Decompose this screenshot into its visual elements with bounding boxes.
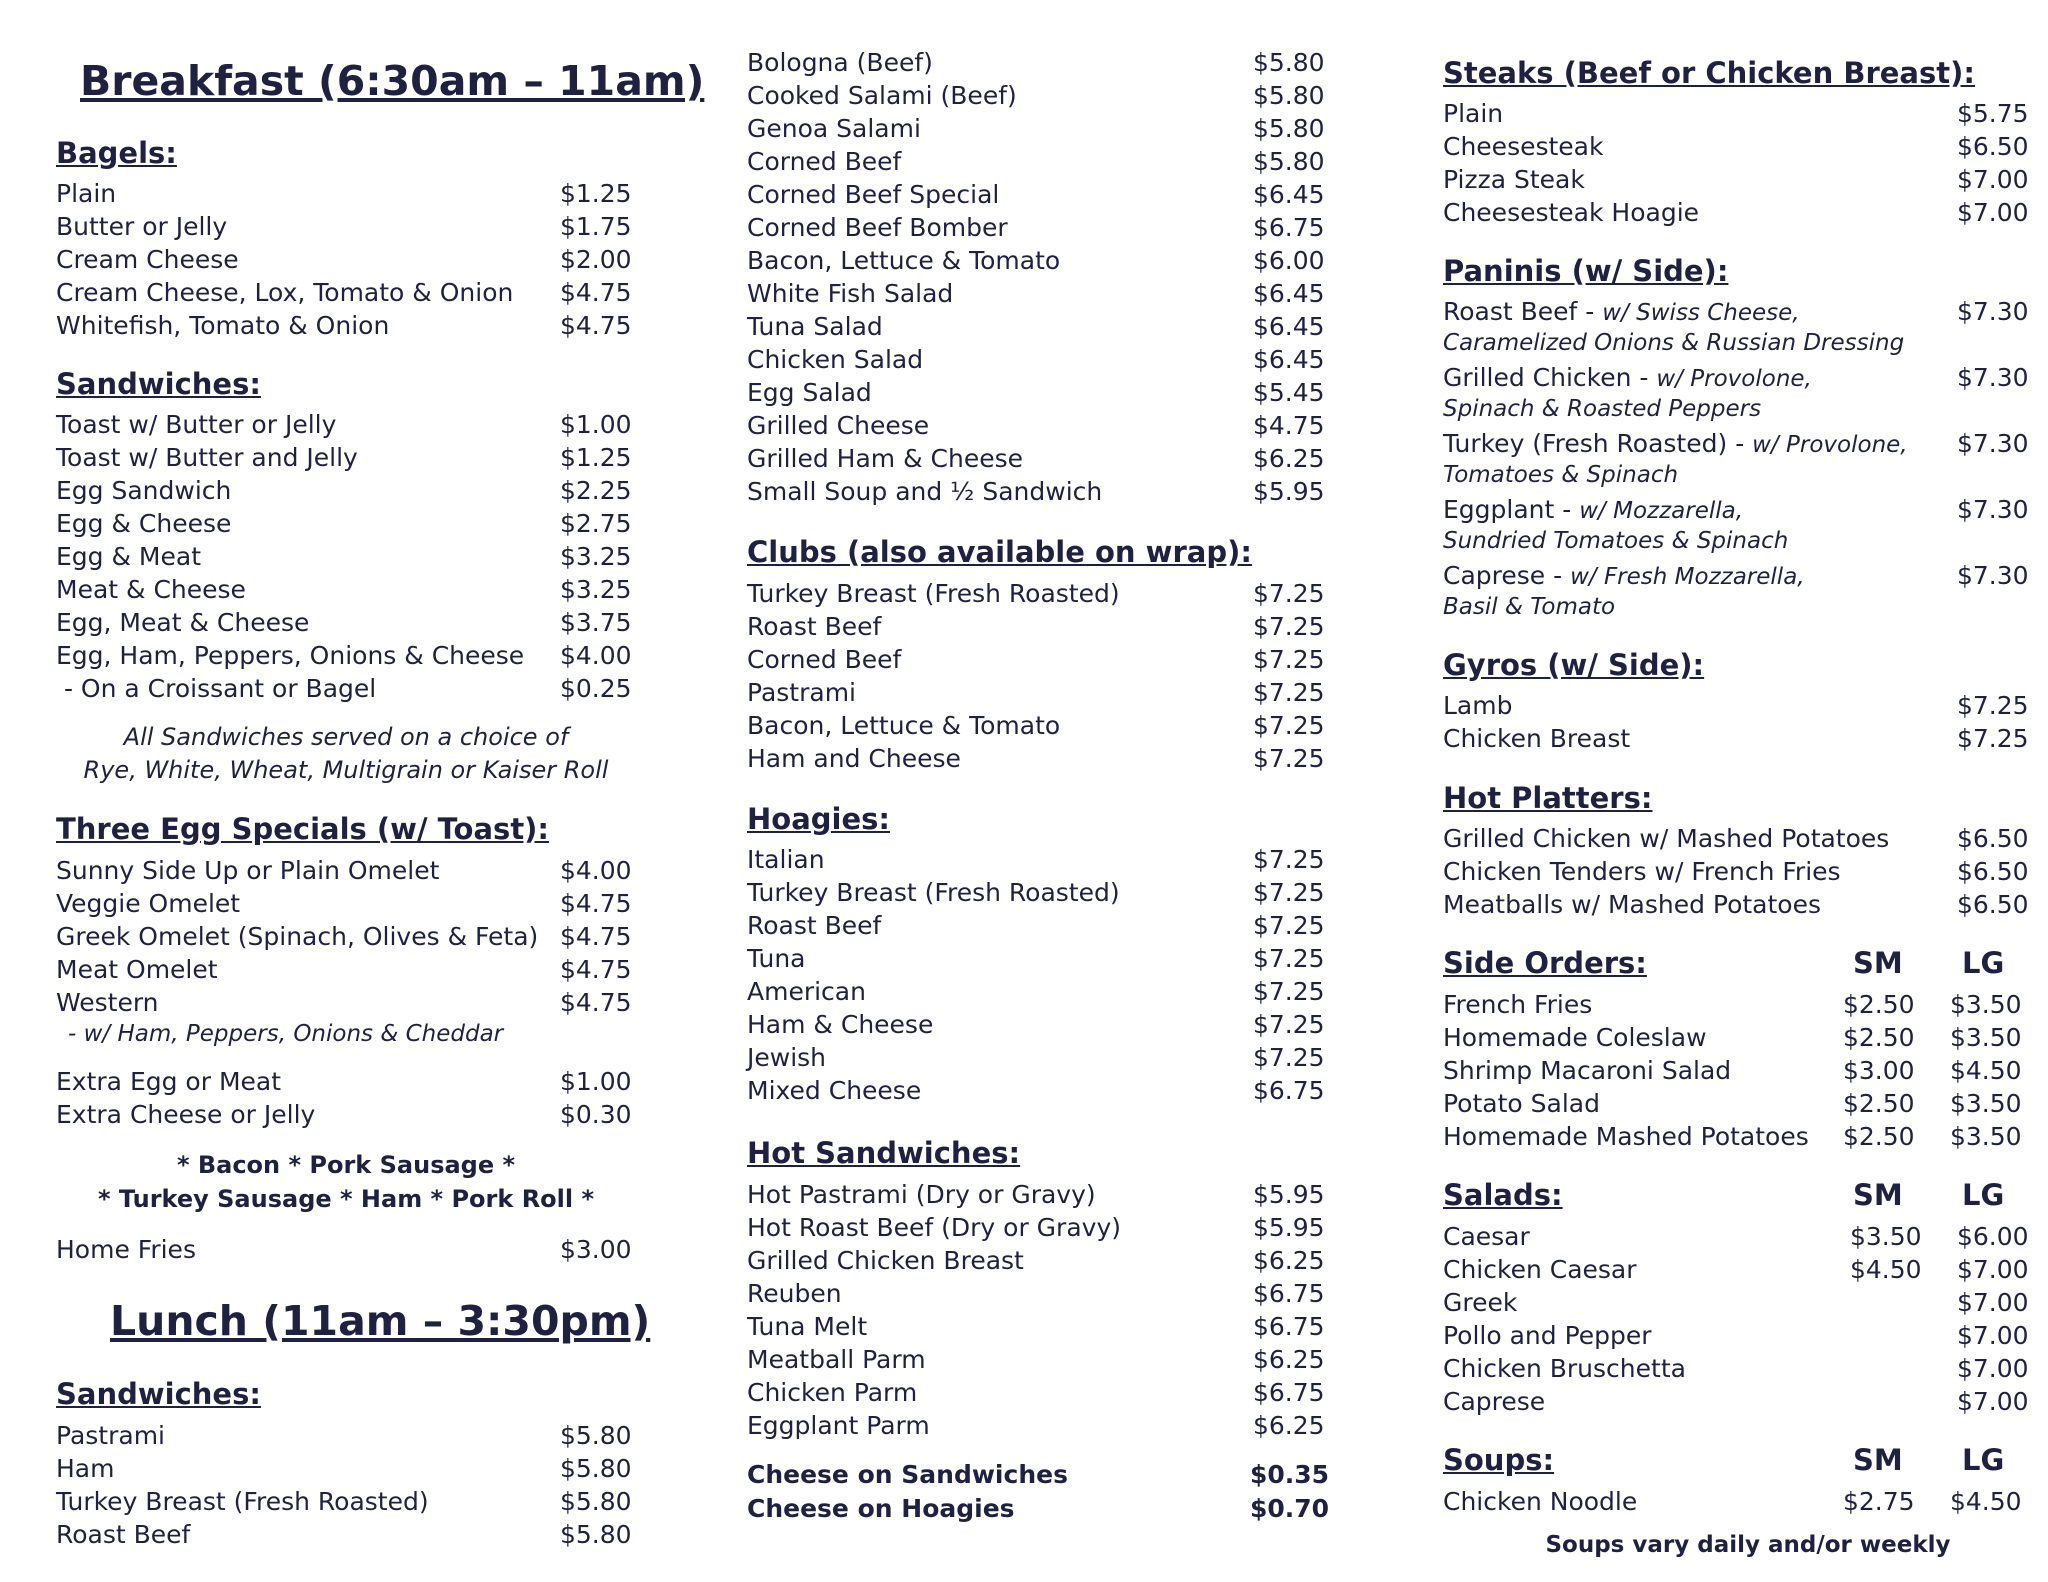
menu-price: $5.95 xyxy=(1253,1180,1325,1209)
menu-price: $3.25 xyxy=(560,575,632,604)
menu-item: Egg Sandwich xyxy=(56,476,232,505)
menu-price: $7.00 xyxy=(1957,198,2029,227)
menu-price: $3.25 xyxy=(560,542,632,571)
menu-price: $7.30 xyxy=(1957,495,2029,524)
hot-platters-heading: Hot Platters: xyxy=(1443,781,1653,815)
menu-price: $6.50 xyxy=(1957,890,2029,919)
lg-price: $7.00 xyxy=(1957,1387,2029,1416)
menu-price: $4.00 xyxy=(560,641,632,670)
menu-item: Potato Salad xyxy=(1443,1089,1600,1118)
menu-item: Chicken Tenders w/ French Fries xyxy=(1443,857,1841,886)
menu-price: $7.30 xyxy=(1957,363,2029,392)
panini-description-2: Caramelized Onions & Russian Dressing xyxy=(1443,330,1905,356)
panini-name: Roast Beef - xyxy=(1443,297,1603,326)
panini-description-2: Spinach & Roasted Peppers xyxy=(1443,396,1762,422)
menu-price: $4.00 xyxy=(560,856,632,885)
menu-item: Tuna Melt xyxy=(747,1312,868,1341)
menu-price: $6.75 xyxy=(1253,1076,1325,1105)
sm-price: $3.50 xyxy=(1850,1222,1922,1251)
menu-price: $4.75 xyxy=(560,311,632,340)
menu-item: Shrimp Macaroni Salad xyxy=(1443,1056,1732,1085)
sm-price: $2.50 xyxy=(1843,990,1915,1019)
menu-price: $5.80 xyxy=(560,1421,632,1450)
menu-price: $1.00 xyxy=(560,1067,632,1096)
menu-price: $7.25 xyxy=(1253,1043,1325,1072)
lg-price: $3.50 xyxy=(1950,1122,2022,1151)
menu-price: $6.75 xyxy=(1253,213,1325,242)
menu-price: $4.75 xyxy=(560,278,632,307)
menu-item: Egg, Ham, Peppers, Onions & Cheese xyxy=(56,641,525,670)
lg-price: $4.50 xyxy=(1950,1056,2022,1085)
menu-item: Chicken Noodle xyxy=(1443,1487,1638,1516)
menu-price: $4.75 xyxy=(560,988,632,1017)
menu-price: $2.00 xyxy=(560,245,632,274)
soups-heading: Soups: xyxy=(1443,1443,1555,1477)
gyros-heading: Gyros (w/ Side): xyxy=(1443,648,1705,682)
menu-price: $7.25 xyxy=(1253,977,1325,1006)
menu-item: Extra Egg or Meat xyxy=(56,1067,282,1096)
menu-item: Meatball Parm xyxy=(747,1345,926,1374)
lg-price: $7.00 xyxy=(1957,1354,2029,1383)
menu-item: Egg, Meat & Cheese xyxy=(56,608,310,637)
menu-price: $0.30 xyxy=(560,1100,632,1129)
menu-item: Egg Salad xyxy=(747,378,872,407)
menu-price: $5.75 xyxy=(1957,99,2029,128)
panini-name: Grilled Chicken - xyxy=(1443,363,1657,392)
menu-item: Home Fries xyxy=(56,1235,196,1264)
lg-price: $7.00 xyxy=(1957,1321,2029,1350)
menu-item: Corned Beef Bomber xyxy=(747,213,1008,242)
panini-description: w/ Fresh Mozzarella, xyxy=(1570,564,1805,590)
lg-price: $7.00 xyxy=(1957,1288,2029,1317)
menu-price: $6.50 xyxy=(1957,857,2029,886)
menu-item: Turkey Breast (Fresh Roasted) xyxy=(56,1487,429,1516)
panini-item xyxy=(1443,297,1800,328)
menu-price: $2.75 xyxy=(560,509,632,538)
clubs-heading: Clubs (also available on wrap): xyxy=(747,535,1252,569)
menu-item: Genoa Salami xyxy=(747,114,921,143)
menu-item: Roast Beef xyxy=(747,911,882,940)
menu-item: Small Soup and ½ Sandwich xyxy=(747,477,1103,506)
menu-item: Veggie Omelet xyxy=(56,889,241,918)
menu-price: $5.80 xyxy=(1253,114,1325,143)
sm-price: $2.50 xyxy=(1843,1089,1915,1118)
menu-price: $6.25 xyxy=(1253,1246,1325,1275)
menu-item: Grilled Chicken w/ Mashed Potatoes xyxy=(1443,824,1890,853)
breakfast-title: Breakfast (6:30am – 11am) xyxy=(80,57,705,105)
menu-item: Grilled Cheese xyxy=(747,411,930,440)
paninis-heading: Paninis (w/ Side): xyxy=(1443,254,1729,288)
menu-price: $4.75 xyxy=(560,889,632,918)
menu-item: Meatballs w/ Mashed Potatoes xyxy=(1443,890,1822,919)
menu-item: Pastrami xyxy=(747,678,856,707)
panini-item xyxy=(1443,561,1805,592)
menu-item: Pastrami xyxy=(56,1421,165,1450)
menu-item: Toast w/ Butter and Jelly xyxy=(56,443,358,472)
lg-column-label: LG xyxy=(1962,946,2005,980)
menu-item: Tuna xyxy=(747,944,806,973)
menu-price: $1.25 xyxy=(560,443,632,472)
menu-item: Ham & Cheese xyxy=(747,1010,934,1039)
menu-item: Plain xyxy=(1443,99,1504,128)
panini-name: Eggplant - xyxy=(1443,495,1580,524)
sm-price: $4.50 xyxy=(1850,1255,1922,1284)
menu-item: - On a Croissant or Bagel xyxy=(56,674,377,703)
menu-item: Toast w/ Butter or Jelly xyxy=(56,410,337,439)
menu-item: Chicken Parm xyxy=(747,1378,918,1407)
sm-column-label: SM xyxy=(1853,1443,1903,1477)
soups-note: Soups vary daily and/or weekly xyxy=(1545,1532,1951,1558)
menu-price: $7.25 xyxy=(1253,744,1325,773)
menu-item: Lamb xyxy=(1443,691,1513,720)
lg-column-label: LG xyxy=(1962,1178,2005,1212)
panini-name: Caprese - xyxy=(1443,561,1571,590)
menu-item: Chicken Caesar xyxy=(1443,1255,1637,1284)
panini-description: w/ Mozzarella, xyxy=(1579,498,1744,524)
menu-price: $6.50 xyxy=(1957,824,2029,853)
menu-price: $7.25 xyxy=(1253,711,1325,740)
menu-item: Mixed Cheese xyxy=(747,1076,922,1105)
menu-item: Chicken Breast xyxy=(1443,724,1631,753)
menu-item: Bacon, Lettuce & Tomato xyxy=(747,246,1061,275)
menu-item: Plain xyxy=(56,179,117,208)
sandwich-note-line-2: Rye, White, Wheat, Multigrain or Kaiser Roll xyxy=(83,756,609,784)
lg-price: $3.50 xyxy=(1950,1023,2022,1052)
menu-price: $0.35 xyxy=(1250,1460,1330,1489)
three-egg-heading: Three Egg Specials (w/ Toast): xyxy=(56,812,550,846)
cheese-addon: Cheese on Hoagies xyxy=(747,1494,1015,1523)
menu-price: $7.30 xyxy=(1957,297,2029,326)
sm-price: $2.50 xyxy=(1843,1122,1915,1151)
menu-price: $6.45 xyxy=(1253,345,1325,374)
menu-item: Turkey Breast (Fresh Roasted) xyxy=(747,878,1120,907)
menu-item: French Fries xyxy=(1443,990,1593,1019)
sm-price: $2.75 xyxy=(1843,1487,1915,1516)
lg-price: $4.50 xyxy=(1950,1487,2022,1516)
menu-item: Greek Omelet (Spinach, Olives & Feta) xyxy=(56,922,539,951)
menu-price: $6.25 xyxy=(1253,444,1325,473)
menu-item: Chicken Bruschetta xyxy=(1443,1354,1686,1383)
menu-item: Corned Beef xyxy=(747,645,902,674)
menu-item: Cream Cheese, Lox, Tomato & Onion xyxy=(56,278,514,307)
menu-price: $7.25 xyxy=(1253,944,1325,973)
menu-price: $5.80 xyxy=(560,1454,632,1483)
panini-description: w/ Provolone, xyxy=(1752,432,1908,458)
menu-price: $6.75 xyxy=(1253,1312,1325,1341)
lunch-sandwiches-heading: Sandwiches: xyxy=(56,1377,261,1411)
menu-price: $7.25 xyxy=(1253,878,1325,907)
menu-item: Egg & Cheese xyxy=(56,509,232,538)
menu-item: Cooked Salami (Beef) xyxy=(747,81,1017,110)
menu-item: Homemade Coleslaw xyxy=(1443,1023,1707,1052)
menu-item: Greek xyxy=(1443,1288,1518,1317)
menu-item: Hot Pastrami (Dry or Gravy) xyxy=(747,1180,1096,1209)
panini-item xyxy=(1443,495,1743,526)
menu-item: Extra Cheese or Jelly xyxy=(56,1100,316,1129)
lg-price: $7.00 xyxy=(1957,1255,2029,1284)
menu-price: $6.45 xyxy=(1253,180,1325,209)
side-orders-heading: Side Orders: xyxy=(1443,946,1647,980)
menu-item: Caesar xyxy=(1443,1222,1530,1251)
menu-item: Caprese xyxy=(1443,1387,1546,1416)
menu-price: $5.80 xyxy=(1253,81,1325,110)
breakfast-meats-line-1: * Bacon * Pork Sausage * xyxy=(176,1151,516,1179)
menu-price: $7.30 xyxy=(1957,429,2029,458)
menu-item: Whitefish, Tomato & Onion xyxy=(56,311,390,340)
menu-price: $3.75 xyxy=(560,608,632,637)
menu-price: $7.25 xyxy=(1253,911,1325,940)
lunch-title: Lunch (11am – 3:30pm) xyxy=(110,1297,651,1345)
menu-item: Cheesesteak Hoagie xyxy=(1443,198,1700,227)
menu-price: $5.80 xyxy=(1253,48,1325,77)
menu-price: $7.30 xyxy=(1957,561,2029,590)
menu-price: $5.80 xyxy=(560,1487,632,1516)
menu-price: $6.45 xyxy=(1253,312,1325,341)
lg-column-label: LG xyxy=(1962,1443,2005,1477)
menu-item: Turkey Breast (Fresh Roasted) xyxy=(747,579,1120,608)
menu-price: $6.75 xyxy=(1253,1279,1325,1308)
menu-item: Roast Beef xyxy=(56,1520,191,1549)
lg-price: $3.50 xyxy=(1950,990,2022,1019)
menu-item: Grilled Chicken Breast xyxy=(747,1246,1024,1275)
menu-price: $6.25 xyxy=(1253,1345,1325,1374)
menu-item: Reuben xyxy=(747,1279,842,1308)
sm-column-label: SM xyxy=(1853,946,1903,980)
lg-price: $6.00 xyxy=(1957,1222,2029,1251)
panini-item xyxy=(1443,429,1908,460)
menu-price: $1.00 xyxy=(560,410,632,439)
menu-price: $7.25 xyxy=(1253,612,1325,641)
menu-price: $5.45 xyxy=(1253,378,1325,407)
menu-item: Corned Beef Special xyxy=(747,180,1000,209)
menu-item: Ham and Cheese xyxy=(747,744,961,773)
breakfast-meats-line-2: * Turkey Sausage * Ham * Pork Roll * xyxy=(97,1185,595,1213)
panini-description-2: Sundried Tomatoes & Spinach xyxy=(1443,528,1789,554)
menu-price: $0.70 xyxy=(1250,1494,1330,1523)
menu-item: Ham xyxy=(56,1454,115,1483)
menu-price: $3.00 xyxy=(560,1235,632,1264)
panini-description: w/ Provolone, xyxy=(1656,366,1812,392)
menu-item: Sunny Side Up or Plain Omelet xyxy=(56,856,440,885)
menu-price: $6.25 xyxy=(1253,1411,1325,1440)
menu-item: Western xyxy=(56,988,159,1017)
menu-price: $7.25 xyxy=(1253,1010,1325,1039)
menu-item: American xyxy=(747,977,866,1006)
menu-item: Eggplant Parm xyxy=(747,1411,930,1440)
menu-item: Corned Beef xyxy=(747,147,902,176)
cheese-addon: Cheese on Sandwiches xyxy=(747,1460,1068,1489)
menu-item: Jewish xyxy=(747,1043,827,1072)
menu-item: Homemade Mashed Potatoes xyxy=(1443,1122,1809,1151)
salads-heading: Salads: xyxy=(1443,1178,1563,1212)
panini-name: Turkey (Fresh Roasted) - xyxy=(1443,429,1753,458)
menu-price: $7.25 xyxy=(1253,579,1325,608)
sandwiches-heading: Sandwiches: xyxy=(56,367,261,401)
sandwich-note-line-1: All Sandwiches served on a choice of xyxy=(123,723,569,751)
hoagies-heading: Hoagies: xyxy=(747,802,890,836)
menu-item: Pollo and Pepper xyxy=(1443,1321,1652,1350)
menu-item: Bologna (Beef) xyxy=(747,48,933,77)
panini-item xyxy=(1443,363,1812,394)
menu-price: $4.75 xyxy=(560,955,632,984)
menu-price: $7.00 xyxy=(1957,165,2029,194)
menu-price: $6.00 xyxy=(1253,246,1325,275)
menu-price: $4.75 xyxy=(560,922,632,951)
sm-price: $3.00 xyxy=(1843,1056,1915,1085)
menu-item: Bacon, Lettuce & Tomato xyxy=(747,711,1061,740)
sm-price: $2.50 xyxy=(1843,1023,1915,1052)
menu-price: $7.25 xyxy=(1957,691,2029,720)
menu-item: Egg & Meat xyxy=(56,542,201,571)
western-detail: - w/ Ham, Peppers, Onions & Cheddar xyxy=(68,1021,504,1047)
menu-price: $5.80 xyxy=(560,1520,632,1549)
menu-price: $4.75 xyxy=(1253,411,1325,440)
hot-sandwiches-heading: Hot Sandwiches: xyxy=(747,1136,1021,1170)
menu-price: $7.25 xyxy=(1957,724,2029,753)
menu-item: Pizza Steak xyxy=(1443,165,1585,194)
panini-description-2: Tomatoes & Spinach xyxy=(1443,462,1679,488)
bagels-heading: Bagels: xyxy=(56,136,177,170)
menu-price: $7.25 xyxy=(1253,678,1325,707)
menu-price: $5.95 xyxy=(1253,477,1325,506)
steaks-heading: Steaks (Beef or Chicken Breast): xyxy=(1443,56,1975,90)
menu-item: Butter or Jelly xyxy=(56,212,228,241)
menu-item: Italian xyxy=(747,845,825,874)
menu-item: Tuna Salad xyxy=(747,312,883,341)
menu-item: Grilled Ham & Cheese xyxy=(747,444,1024,473)
lg-price: $3.50 xyxy=(1950,1089,2022,1118)
menu-item: Cheesesteak xyxy=(1443,132,1604,161)
menu-item: Roast Beef xyxy=(747,612,882,641)
menu-item: Meat & Cheese xyxy=(56,575,246,604)
menu-price: $1.75 xyxy=(560,212,632,241)
menu-price: $7.25 xyxy=(1253,845,1325,874)
menu-price: $5.80 xyxy=(1253,147,1325,176)
menu-price: $0.25 xyxy=(560,674,632,703)
sm-column-label: SM xyxy=(1853,1178,1903,1212)
menu-item: Meat Omelet xyxy=(56,955,218,984)
menu-price: $2.25 xyxy=(560,476,632,505)
menu-price: $7.25 xyxy=(1253,645,1325,674)
menu-price: $6.50 xyxy=(1957,132,2029,161)
panini-description: w/ Swiss Cheese, xyxy=(1602,300,1800,326)
menu-item: Hot Roast Beef (Dry or Gravy) xyxy=(747,1213,1121,1242)
menu-price: $5.95 xyxy=(1253,1213,1325,1242)
menu-item: White Fish Salad xyxy=(747,279,954,308)
menu-price: $6.45 xyxy=(1253,279,1325,308)
menu-item: Cream Cheese xyxy=(56,245,239,274)
menu-item: Chicken Salad xyxy=(747,345,924,374)
menu-price: $1.25 xyxy=(560,179,632,208)
panini-description-2: Basil & Tomato xyxy=(1443,594,1616,620)
menu-price: $6.75 xyxy=(1253,1378,1325,1407)
